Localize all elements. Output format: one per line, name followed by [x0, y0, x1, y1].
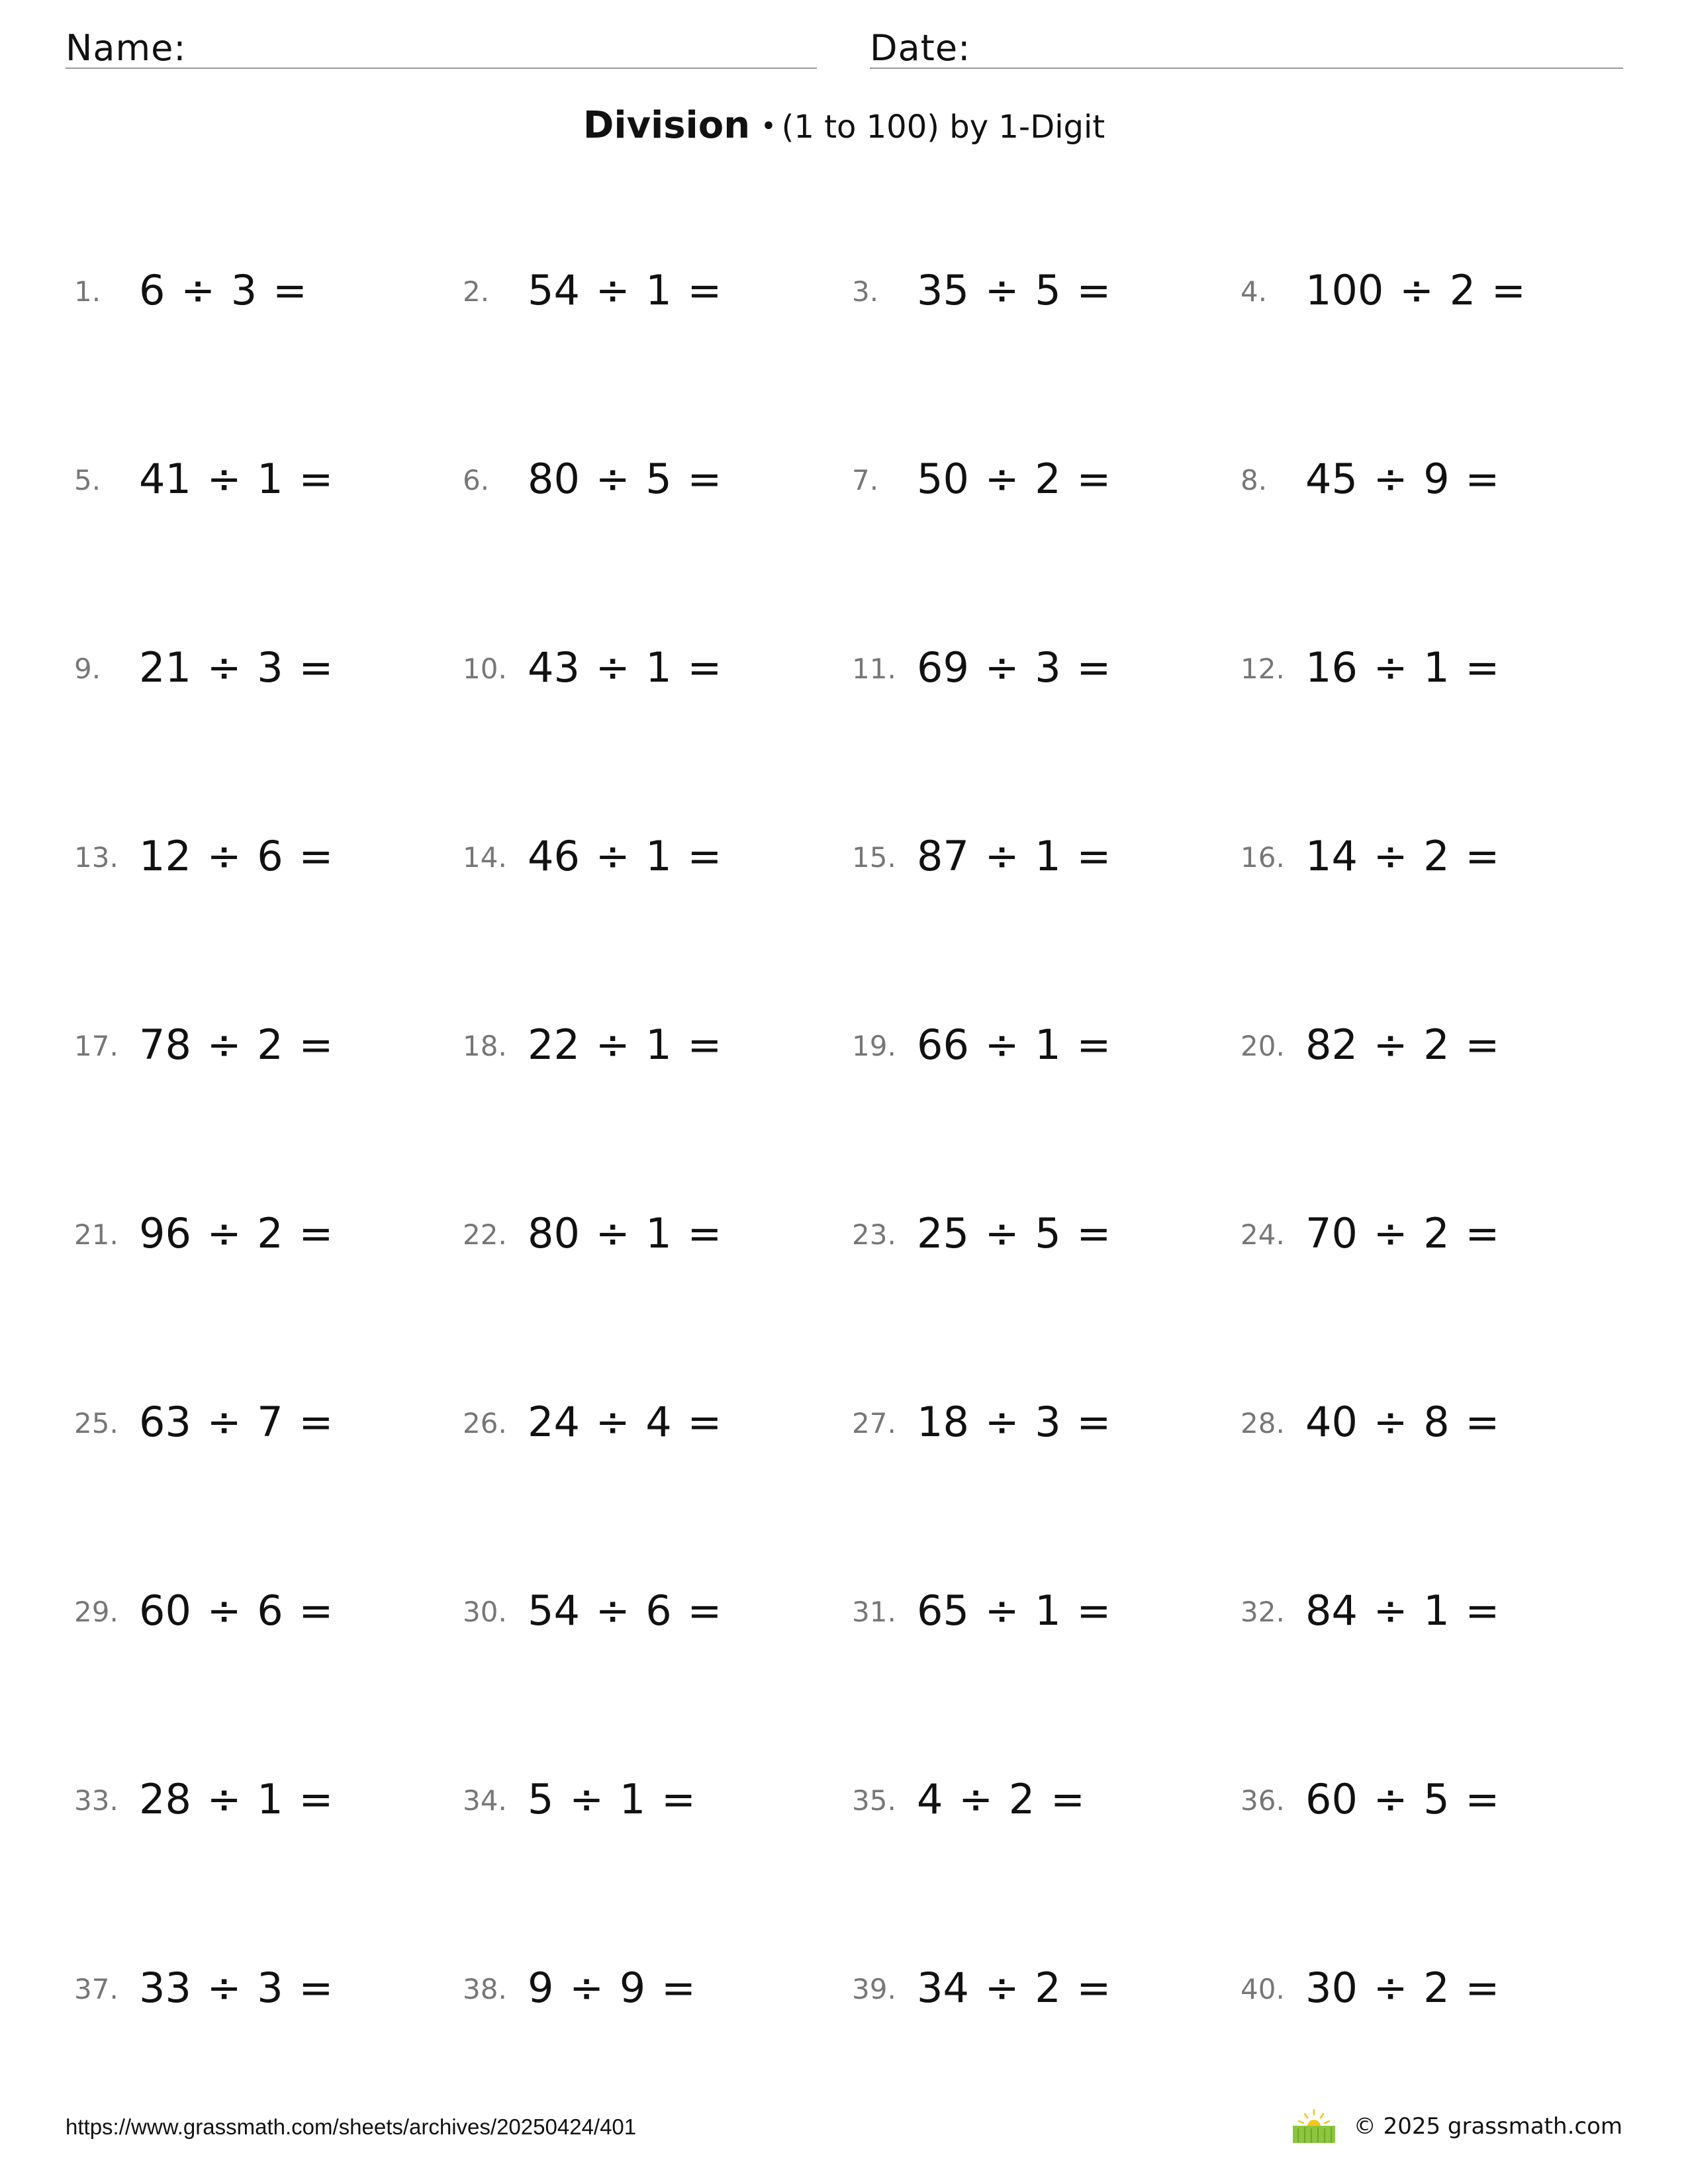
date-field[interactable] [870, 24, 1623, 69]
problem-number: 23. [852, 1218, 896, 1251]
title-subtitle: (1 to 100) by 1-Digit [781, 109, 1105, 146]
problem-number: 9. [74, 653, 101, 685]
date-label: Date: [870, 27, 971, 69]
footer-url: https://www.grassmath.com/sheets/archives/20250424/401 [66, 2115, 637, 2139]
problem-number: 39. [852, 1973, 896, 2005]
problem-number: 21. [74, 1218, 118, 1251]
problem-number: 32. [1241, 1596, 1285, 1628]
problem-item [852, 1964, 1223, 2017]
problem-number: 3. [852, 275, 879, 308]
problem-item [74, 832, 445, 885]
problem-expression: 30 ÷ 2 = [1305, 1964, 1500, 2012]
problem-item [463, 1021, 833, 1073]
problem-expression: 60 ÷ 5 = [1305, 1775, 1500, 1823]
problem-number: 26. [463, 1407, 507, 1439]
problem-item [463, 1586, 833, 1639]
problem-number: 16. [1241, 841, 1285, 874]
problem-expression: 65 ÷ 1 = [917, 1586, 1111, 1635]
name-label: Name: [66, 27, 187, 69]
problem-item [463, 1775, 833, 1828]
problem-number: 18. [463, 1030, 507, 1062]
problem-item [1241, 266, 1611, 319]
problem-item [74, 266, 445, 319]
problem-expression: 63 ÷ 7 = [139, 1398, 334, 1446]
problem-expression: 60 ÷ 6 = [139, 1586, 334, 1635]
problem-item [1241, 832, 1611, 885]
problem-number: 17. [74, 1030, 118, 1062]
problem-item [74, 1209, 445, 1262]
problem-expression: 18 ÷ 3 = [917, 1398, 1111, 1446]
problem-item [74, 455, 445, 508]
problem-item [74, 1586, 445, 1639]
problem-item [463, 266, 833, 319]
problem-expression: 34 ÷ 2 = [917, 1964, 1111, 2012]
problem-number: 4. [1241, 275, 1268, 308]
name-field[interactable] [66, 24, 817, 69]
problem-item [463, 1209, 833, 1262]
problem-number: 40. [1241, 1973, 1285, 2005]
problem-item [74, 1775, 445, 1828]
problem-expression: 70 ÷ 2 = [1305, 1209, 1500, 1257]
worksheet-title [0, 104, 1688, 147]
problem-expression: 14 ÷ 2 = [1305, 832, 1500, 880]
problem-number: 8. [1241, 464, 1268, 496]
problem-expression: 100 ÷ 2 = [1305, 266, 1526, 314]
problem-expression: 25 ÷ 5 = [917, 1209, 1111, 1257]
problem-number: 2. [463, 275, 490, 308]
problem-expression: 80 ÷ 1 = [528, 1209, 722, 1257]
problem-expression: 84 ÷ 1 = [1305, 1586, 1500, 1635]
title-main: Division [583, 104, 751, 147]
problem-expression: 82 ÷ 2 = [1305, 1021, 1500, 1069]
problem-item [74, 643, 445, 696]
problem-expression: 21 ÷ 3 = [139, 643, 334, 692]
problem-number: 29. [74, 1596, 118, 1628]
problem-number: 37. [74, 1973, 118, 2005]
problem-item [852, 1209, 1223, 1262]
problem-number: 28. [1241, 1407, 1285, 1439]
problem-item [852, 1775, 1223, 1828]
problem-number: 13. [74, 841, 118, 874]
problem-expression: 41 ÷ 1 = [139, 455, 334, 503]
problem-item [852, 1021, 1223, 1073]
problem-number: 25. [74, 1407, 118, 1439]
footer-brand [1291, 2109, 1622, 2144]
copyright: © 2025 grassmath.com [1353, 2113, 1622, 2140]
problem-item [1241, 1021, 1611, 1073]
problem-number: 15. [852, 841, 896, 874]
problem-expression: 45 ÷ 9 = [1305, 455, 1500, 503]
problem-expression: 22 ÷ 1 = [528, 1021, 722, 1069]
problem-number: 12. [1241, 653, 1285, 685]
problem-item [1241, 1398, 1611, 1451]
problem-number: 27. [852, 1407, 896, 1439]
problem-expression: 28 ÷ 1 = [139, 1775, 334, 1823]
grassmath-sun-logo-icon [1291, 2109, 1336, 2144]
problem-item [463, 455, 833, 508]
problem-item [1241, 1964, 1611, 2017]
problem-number: 6. [463, 464, 490, 496]
problem-expression: 35 ÷ 5 = [917, 266, 1111, 314]
problem-expression: 6 ÷ 3 = [139, 266, 307, 314]
problem-item [852, 832, 1223, 885]
problem-expression: 16 ÷ 1 = [1305, 643, 1500, 692]
problem-number: 38. [463, 1973, 507, 2005]
problem-expression: 12 ÷ 6 = [139, 832, 334, 880]
problem-item [1241, 1775, 1611, 1828]
problem-number: 20. [1241, 1030, 1285, 1062]
problem-expression: 80 ÷ 5 = [528, 455, 722, 503]
problem-expression: 69 ÷ 3 = [917, 643, 1111, 692]
problem-number: 19. [852, 1030, 896, 1062]
problem-item [463, 832, 833, 885]
problem-expression: 5 ÷ 1 = [528, 1775, 696, 1823]
problem-expression: 46 ÷ 1 = [528, 832, 722, 880]
problem-number: 36. [1241, 1784, 1285, 1817]
problem-number: 5. [74, 464, 101, 496]
problem-expression: 50 ÷ 2 = [917, 455, 1111, 503]
problem-number: 31. [852, 1596, 896, 1628]
problem-number: 22. [463, 1218, 507, 1251]
problem-expression: 40 ÷ 8 = [1305, 1398, 1500, 1446]
problem-number: 34. [463, 1784, 507, 1817]
problem-item [852, 1398, 1223, 1451]
problem-number: 10. [463, 653, 507, 685]
problem-expression: 33 ÷ 3 = [139, 1964, 334, 2012]
problem-item [74, 1398, 445, 1451]
problem-expression: 24 ÷ 4 = [528, 1398, 722, 1446]
problem-number: 14. [463, 841, 507, 874]
problem-item [1241, 455, 1611, 508]
problem-item [1241, 1209, 1611, 1262]
problem-number: 33. [74, 1784, 118, 1817]
problem-expression: 54 ÷ 6 = [528, 1586, 722, 1635]
problem-expression: 43 ÷ 1 = [528, 643, 722, 692]
problem-item [852, 643, 1223, 696]
problem-item [852, 1586, 1223, 1639]
problem-expression: 9 ÷ 9 = [528, 1964, 696, 2012]
problem-expression: 78 ÷ 2 = [139, 1021, 334, 1069]
problem-number: 24. [1241, 1218, 1285, 1251]
problem-item [1241, 643, 1611, 696]
problem-item [74, 1021, 445, 1073]
problem-item [463, 1398, 833, 1451]
problem-item [852, 266, 1223, 319]
problem-item [1241, 1586, 1611, 1639]
problem-number: 1. [74, 275, 101, 308]
problem-number: 35. [852, 1784, 896, 1817]
problem-item [463, 1964, 833, 2017]
problem-number: 30. [463, 1596, 507, 1628]
title-separator: • [761, 111, 776, 142]
problem-item [852, 455, 1223, 508]
problem-item [74, 1964, 445, 2017]
problem-expression: 87 ÷ 1 = [917, 832, 1111, 880]
problem-number: 7. [852, 464, 879, 496]
problem-item [463, 643, 833, 696]
problem-expression: 96 ÷ 2 = [139, 1209, 334, 1257]
problem-number: 11. [852, 653, 896, 685]
problem-expression: 54 ÷ 1 = [528, 266, 722, 314]
problem-expression: 4 ÷ 2 = [917, 1775, 1085, 1823]
problem-expression: 66 ÷ 1 = [917, 1021, 1111, 1069]
